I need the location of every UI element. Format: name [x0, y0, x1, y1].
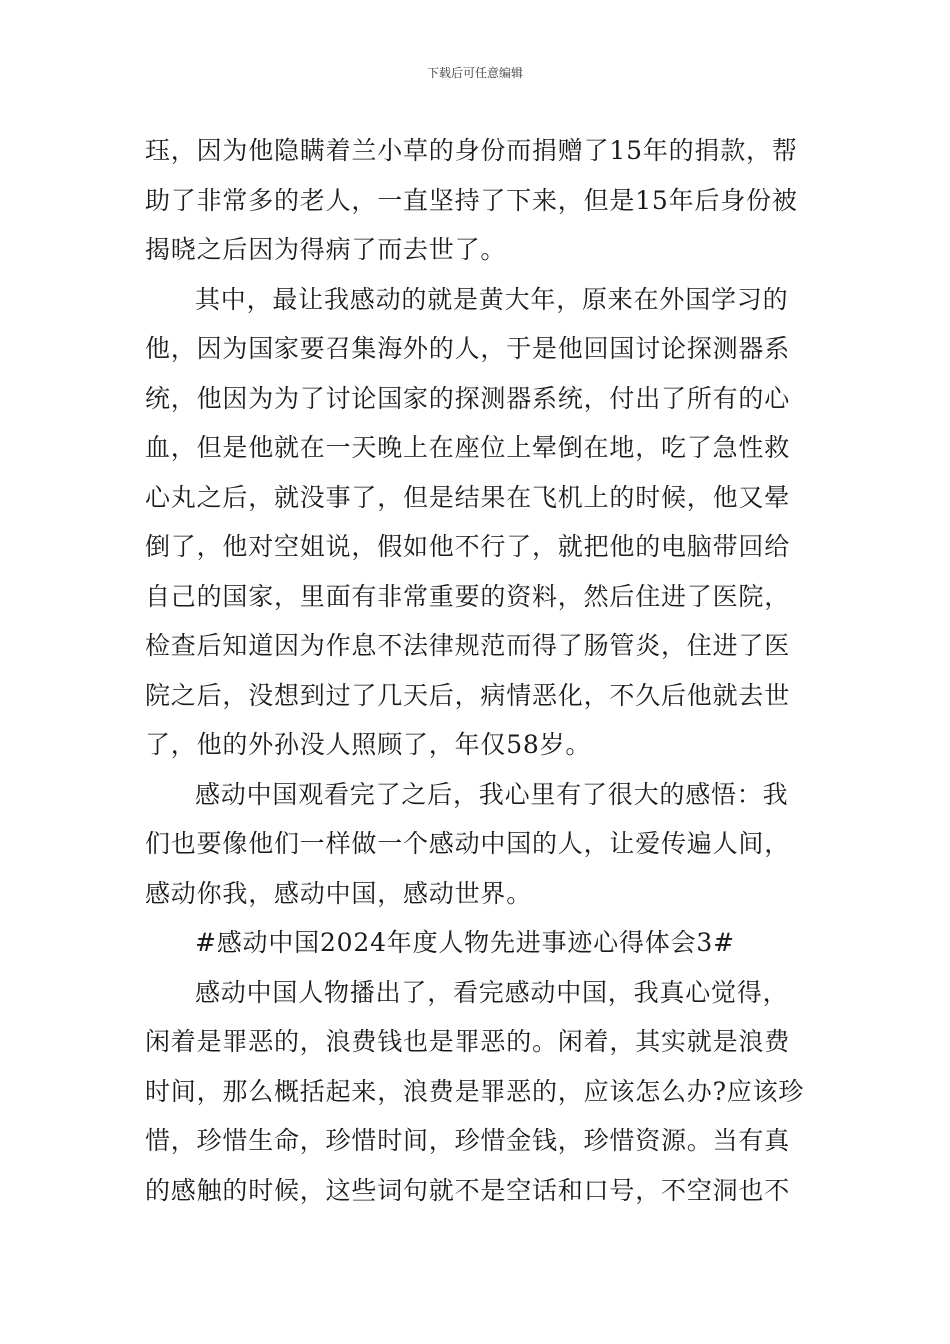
text-line: 血，但是他就在一天晚上在座位上晕倒在地，吃了急性救	[145, 433, 791, 462]
text-line: 时间，那么概括起来，浪费是罪恶的，应该怎么办?应该珍	[145, 1076, 805, 1106]
paragraph-first-line: 感动中国人物播出了，看完感动中国，我真心觉得，	[195, 977, 789, 1007]
text-line: 了，他的外孙没人照顾了，年仅58岁。	[145, 730, 592, 759]
text-line: 珏，因为他隐瞒着兰小草的身份而捐赠了15年的捐款，帮	[145, 136, 798, 165]
paragraph-first-line: 感动中国观看完了之后，我心里有了很大的感悟：我	[195, 779, 789, 809]
text-line: 闲着是罪恶的，浪费钱也是罪恶的。闲着，其实就是浪费	[145, 1027, 791, 1056]
text-line: 统，他因为为了讨论国家的探测器系统，付出了所有的心	[145, 383, 791, 413]
text-line: 们也要像他们一样做一个感动中国的人，让爱传遍人间，	[145, 829, 791, 858]
text-line: 揭晓之后因为得病了而去世了。	[145, 235, 507, 264]
text-line: 感动你我，感动中国，感动世界。	[145, 878, 533, 908]
text-line: 倒了，他对空姐说，假如他不行了，就把他的电脑带回给	[145, 532, 791, 561]
text-line: 他，因为国家要召集海外的人，于是他回国讨论探测器系	[145, 334, 791, 363]
text-line: 院之后，没想到过了几天后，病情恶化，不久后他就去世	[145, 680, 791, 710]
text-line: 自己的国家，里面有非常重要的资料，然后住进了医院，	[145, 581, 791, 611]
page-header: 下载后可任意编辑	[426, 66, 523, 80]
text-line: 惜，珍惜生命，珍惜时间，珍惜金钱，珍惜资源。当有真	[145, 1126, 791, 1155]
text-line: 的感触的时候，这些词句就不是空话和口号，不空洞也不	[145, 1175, 791, 1205]
text-line: 助了非常多的老人，一直坚持了下来，但是15年后身份被	[145, 185, 798, 215]
text-line: 检查后知道因为作息不法律规范而得了肠管炎，住进了医	[145, 631, 791, 660]
paragraph-first-line: 其中，最让我感动的就是黄大年，原来在外国学习的	[195, 284, 789, 314]
text-line: 心丸之后，就没事了，但是结果在飞机上的时候，他又晕	[145, 482, 791, 512]
document-body	[145, 126, 810, 1215]
section-heading: #感动中国2024年度人物先进事迹心得体会3#	[195, 928, 735, 957]
